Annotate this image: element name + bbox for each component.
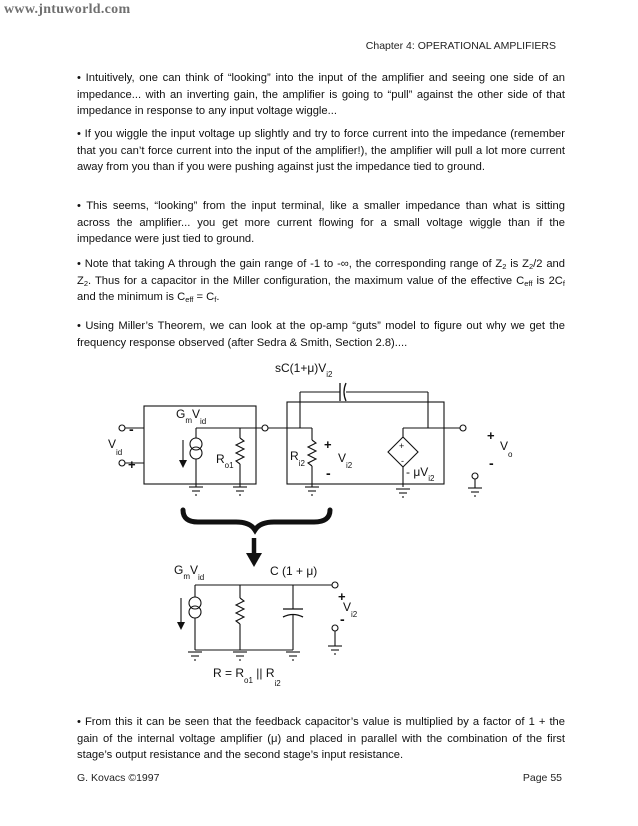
down-arrow-icon (246, 553, 262, 567)
ground-icon-2 (233, 487, 247, 495)
equation-r-parallel: $R = R_{o1}$ || $R_{i2}$ (213, 666, 281, 688)
op-amp-miller-circuit-diagram (0, 350, 638, 710)
node-terminal-a (262, 425, 268, 431)
bottom-output-terminal-top (332, 582, 338, 588)
input-terminal-top (119, 425, 125, 431)
curly-brace-icon (183, 510, 330, 530)
current-arrowhead-top (179, 460, 187, 468)
label-miller-cap-bottom: C (1 + μ) (270, 564, 318, 578)
vi2-plus-bottom: + (338, 589, 346, 604)
output-terminal-top (460, 425, 466, 431)
vi2-minus-top: - (326, 465, 331, 481)
label-vi2-bottom: $V_{i2}$ (343, 600, 358, 619)
label-gm-vid-top: $G_mV_{id}$ (176, 407, 207, 426)
vo-plus: + (487, 428, 495, 443)
chapter-header: Chapter 4: OPERATIONAL AMPLIFIERS (365, 40, 556, 52)
ground-icon-7 (233, 652, 247, 660)
input-minus: - (129, 421, 134, 437)
current-source-icon-bottom-2 (189, 606, 201, 618)
resistor-ro1 (236, 438, 244, 464)
bottom-output-terminal-bottom (332, 625, 338, 631)
label-mu-vi2: - $\mu V_{i2}$ (406, 465, 435, 483)
vo-minus: - (489, 455, 494, 471)
paragraph-millers-theorem: • Using Miller’s Theorem, we can look at the op-amp “guts” model to figure out why we get the frequency response observed (after Sedra & Smith, Section 2.8).... (77, 320, 565, 349)
label-ri2: $R_{i2}$ (290, 449, 305, 468)
ground-icon-4 (396, 489, 410, 497)
current-source-icon-top-2 (190, 447, 202, 459)
footer-page-number: Page 55 (522, 772, 562, 784)
dep-source-minus: - (401, 456, 404, 466)
ground-icon-5 (468, 488, 482, 496)
output-terminal-bottom (472, 473, 478, 479)
label-vo: $V_o$ (500, 439, 513, 459)
ground-icon-6 (188, 652, 202, 660)
paragraph-gain-range: • Note that taking A through the gain range of -1 to -∞, the corresponding range of $Z_2$ is $Z_2/2$ and $Z_2$. Thus for a capacitor in the Miller configuration, the maximum value of the effective $C_{eff}$ is $2C_f$ and the minimum is $C_{eff} = C_f$. (77, 258, 565, 304)
label-miller-cap-top: $sC(1+\mu)V_{i2}$ (275, 361, 333, 379)
resistor-r-bottom (236, 598, 244, 624)
dep-source-plus: + (399, 441, 405, 451)
paragraph-miller-intuition: • Intuitively, one can think of “looking” into the input of the amplifier and seeing one side of an impedance... with an inverting gain, the amplifier is going to “pull” against the other side of that impedance in response to any input voltage wiggle... (77, 72, 565, 117)
paragraph-wiggle-input: • If you wiggle the input voltage up slightly and try to force current into the impedance (remember that you can’t force current into the input of the amplifier!), the amplifier will pull a lot more current away from you than if you were pushing against just the impedance tied to ground. (77, 128, 565, 173)
label-gm-vid-bottom: $G_mV_{id}$ (174, 563, 205, 582)
paragraph-smaller-impedance: • This seems, “looking” from the input terminal, like a smaller impedance than what is sitting across the amplifier... you get more current flowing for a small voltage wiggle than if the impedance were just tied to ground. (77, 200, 565, 245)
feedback-capacitor-curved-plate (344, 383, 346, 401)
watermark: www.jntuworld.com (4, 2, 131, 17)
vi2-plus-top: + (324, 437, 332, 452)
footer-author: G. Kovacs ©1997 (77, 772, 160, 784)
ground-icon-9 (328, 646, 342, 654)
label-ro1: $R_{o1}$ (216, 452, 234, 470)
ground-icon-8 (286, 652, 300, 660)
input-terminal-bottom (119, 460, 125, 466)
vi2-minus-bottom: - (340, 611, 345, 627)
ground-icon-3 (305, 487, 319, 495)
label-vid: $V_{id}$ (108, 437, 123, 457)
resistor-ri2 (308, 440, 316, 466)
paragraph-conclusion: • From this it can be seen that the feedback capacitor’s value is multiplied by a factor of 1 + the gain of the internal voltage amplifier (μ) and placed in parallel with the combination of the first stage’s output resistance and the second stage’s input resistance. (77, 716, 565, 761)
current-arrowhead-bottom (177, 622, 185, 630)
ground-icon-1 (189, 487, 203, 495)
label-vi2-top: $V_{i2}$ (338, 451, 353, 470)
input-plus: + (128, 457, 136, 472)
